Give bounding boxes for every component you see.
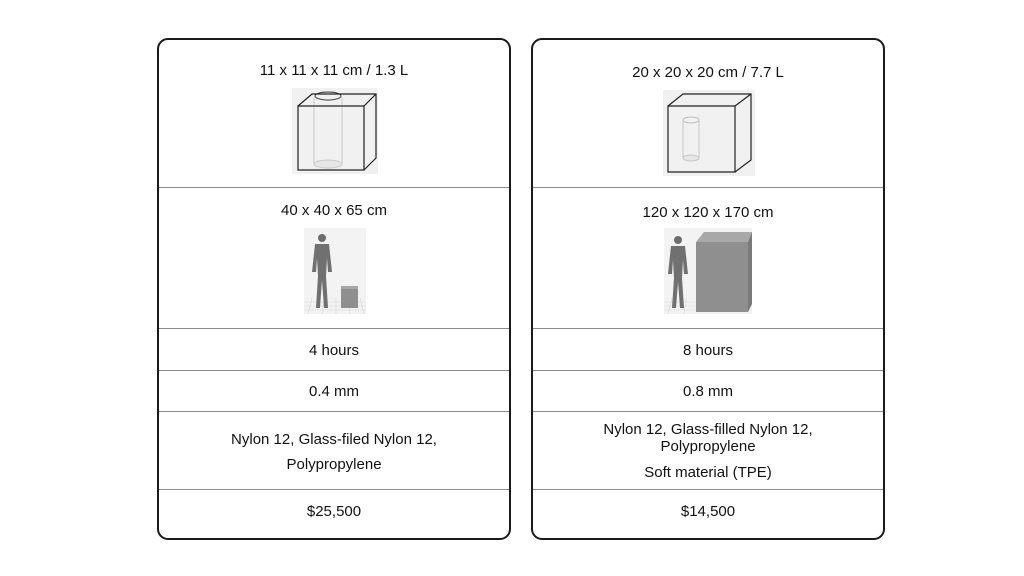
price-label: $14,500	[680, 503, 736, 520]
max-part-size-label: 40 x 40 x 65 cm	[281, 202, 387, 219]
build-volume-label: 11 x 11 x 11 cm / 1.3 L	[259, 62, 409, 79]
divider	[533, 187, 883, 188]
materials-line-2: Polypropylene	[286, 456, 382, 473]
printer-card-right	[531, 38, 885, 540]
build-volume-label: 20 x 20 x 20 cm / 7.7 L	[632, 64, 784, 81]
divider	[533, 370, 883, 371]
person-scale-icon	[664, 228, 752, 314]
divider	[159, 328, 509, 329]
materials-line-2: Polypropylene	[660, 438, 756, 455]
build-volume-cube-icon	[292, 88, 378, 174]
print-time-label: 4 hours	[308, 342, 360, 359]
layer-thickness-label: 0.8 mm	[682, 383, 733, 400]
max-part-size-label: 120 x 120 x 170 cm	[642, 204, 774, 221]
divider	[533, 328, 883, 329]
divider	[159, 489, 509, 490]
materials-line-1: Nylon 12, Glass-filled Nylon 12,	[603, 421, 813, 438]
divider	[533, 411, 883, 412]
layer-thickness-label: 0.4 mm	[308, 383, 359, 400]
price-label: $25,500	[306, 503, 362, 520]
materials-line-3: Soft material (TPE)	[644, 464, 772, 481]
build-volume-cube-icon	[663, 90, 755, 176]
divider	[159, 411, 509, 412]
divider	[159, 370, 509, 371]
divider	[159, 187, 509, 188]
printer-card-left	[157, 38, 511, 540]
person-scale-icon	[304, 228, 366, 314]
print-time-label: 8 hours	[682, 342, 734, 359]
materials-line-1: Nylon 12, Glass-filed Nylon 12,	[231, 431, 437, 448]
divider	[533, 489, 883, 490]
